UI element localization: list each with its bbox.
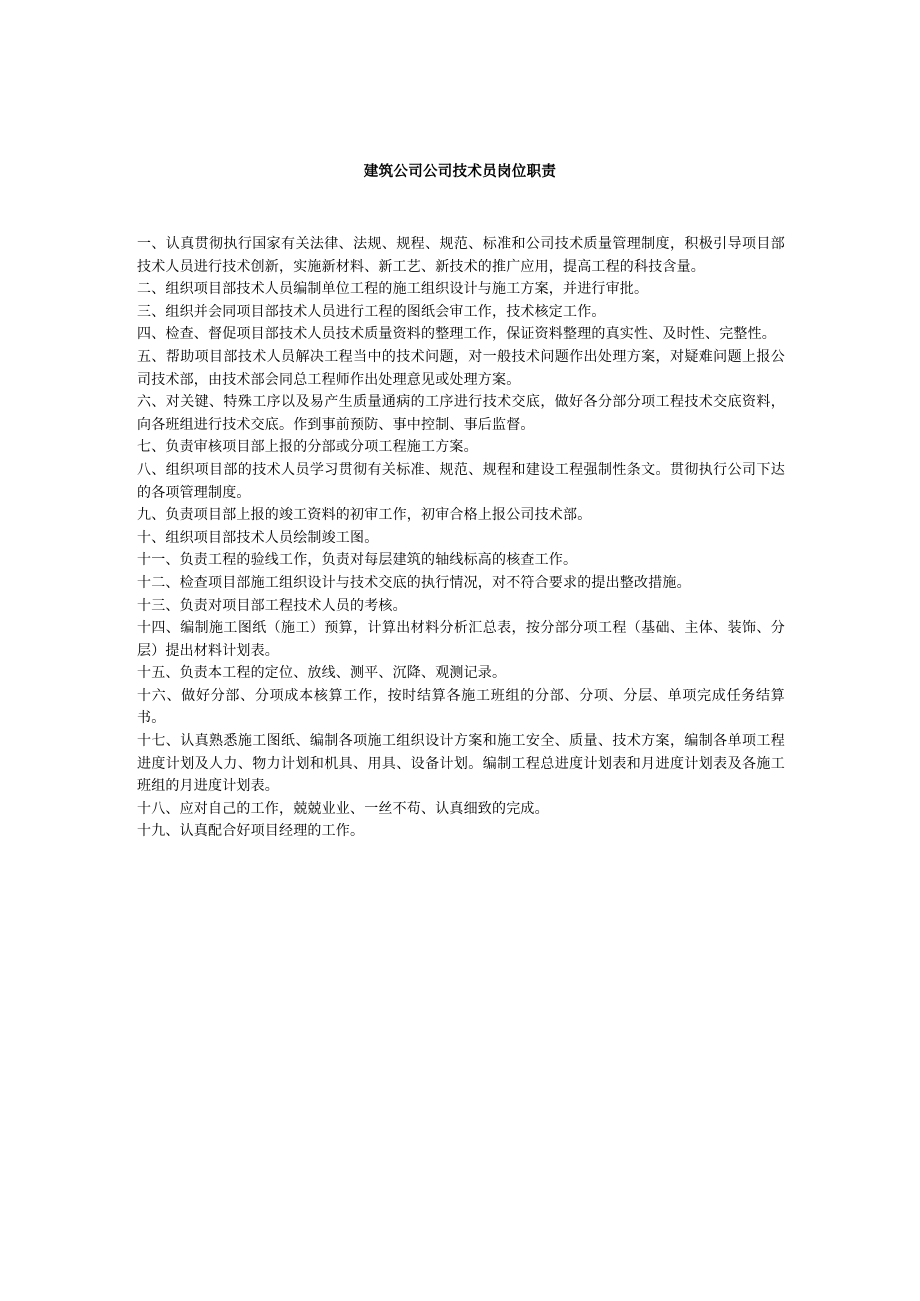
duty-item: 一、认真贯彻执行国家有关法律、法规、规程、规范、标准和公司技术质量管理制度，积极引导项目部技术人员进行技术创新，实施新材料、新工艺、新技术的推广应用，提高工程的科技含量。 (137, 236, 785, 275)
duty-item: 十二、检查项目部施工组织设计与技术交底的执行情况，对不符合要求的提出整改措施。 (137, 574, 691, 591)
duty-item: 十六、做好分部、分项成本核算工作，按时结算各施工班组的分部、分项、分层、单项完成任务结算书。 (137, 687, 785, 727)
duty-item: 七、负责审核项目部上报的分部或分项工程施工方案。 (137, 439, 478, 456)
duty-item: 二、组织项目部技术人员编制单位工程的施工组织设计与施工方案，并进行审批。 (137, 281, 649, 298)
duty-item: 十八、应对自己的工作，兢兢业业、一丝不苟、认真细致的完成。 (137, 800, 549, 817)
duty-item: 五、帮助项目部技术人员解决工程当中的技术问题，对一般技术问题作出处理方案，对疑难问题上报公司技术部，由技术部会同总工程师作出处理意见或处理方案。 (137, 348, 785, 388)
duty-item: 三、组织并会同项目部技术人员进行工程的图纸会审工作，技术核定工作。 (137, 303, 606, 320)
duty-item: 九、负责项目部上报的竣工资料的初审工作，初审合格上报公司技术部。 (137, 507, 592, 524)
document-body (137, 233, 785, 843)
duty-item: 八、组织项目部的技术人员学习贯彻有关标准、规范、规程和建设工程强制性条文。贯彻执行公司下达的各项管理制度。 (137, 461, 785, 501)
duty-item: 六、对关键、特殊工序以及易产生质量通病的工序进行技术交底，做好各分部分项工程技术交底资料，向各班组进行技术交底。作到事前预防、事中控制、事后监督。 (137, 394, 785, 433)
duty-item: 十七、认真熟悉施工图纸、编制各项施工组织设计方案和施工安全、质量、技术方案，编制各单项工程进度计划及人力、物力计划和机具、用具、设备计划。编制工程总进度计划表和月进度计划表及各施工班组的月进度计划表。 (137, 733, 785, 795)
duty-item: 十三、负责对项目部工程技术人员的考核。 (137, 597, 407, 614)
duty-item: 十五、负责本工程的定位、放线、测平、沉降、观测记录。 (137, 665, 507, 682)
duty-item: 四、检查、督促项目部技术人员技术质量资料的整理工作，保证资料整理的真实性、及时性、完整性。 (137, 326, 776, 343)
duty-item: 十一、负责工程的验线工作，负责对每层建筑的轴线标高的核查工作。 (137, 552, 578, 569)
duty-item: 十九、认真配合好项目经理的工作。 (137, 823, 365, 840)
document-title: 建筑公司公司技术员岗位职责 (363, 164, 557, 180)
duty-item: 十、组织项目部技术人员绘制竣工图。 (137, 529, 379, 546)
duty-item: 十四、编制施工图纸（施工）预算，计算出材料分析汇总表，按分部分项工程（基础、主体、装饰、分层）提出材料计划表。 (137, 620, 785, 659)
